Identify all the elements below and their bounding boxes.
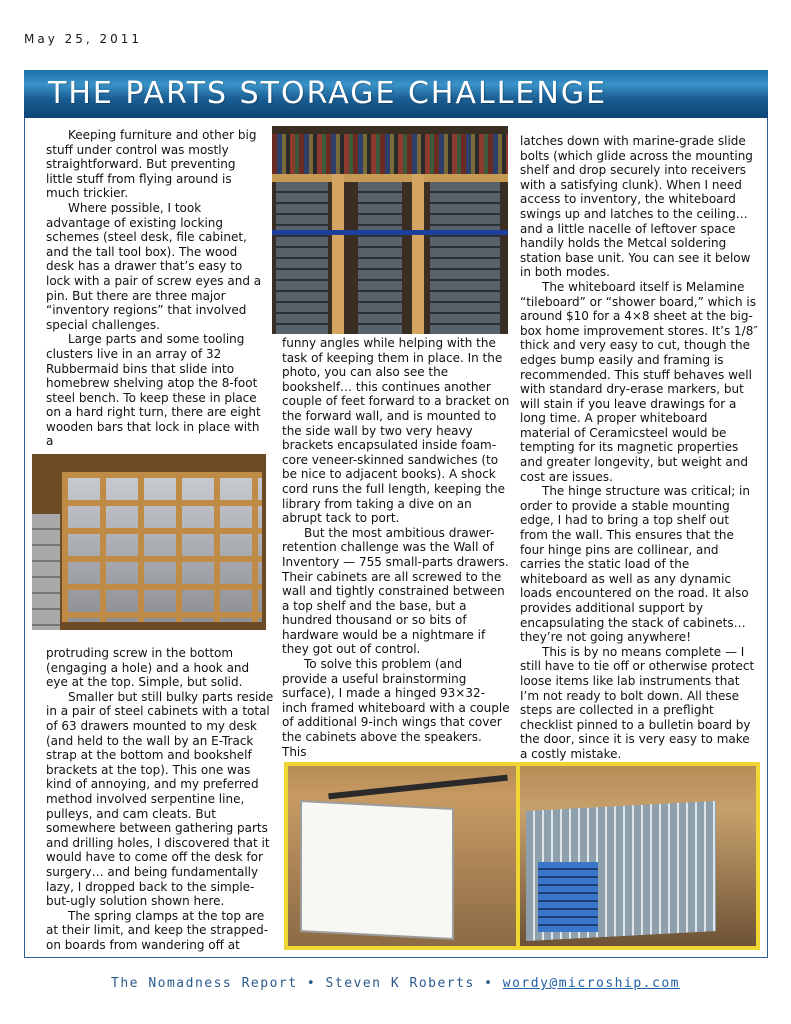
photo-whiteboard-down	[288, 766, 516, 946]
photo-detail-strap	[272, 230, 508, 235]
photo-whiteboard-up	[520, 766, 756, 946]
paragraph: Large parts and some tooling clusters live in an array of 32 Rubbermaid bins that slide into homebrew shelving atop the 8-foot steel bench. To keep these in place on a hard right turn, there are eight wooden bars that lock in place with a	[46, 332, 261, 449]
paragraph: The spring clamps at the top are at their limit, and keep the strapped-on boards from wandering off at	[46, 908, 269, 952]
paragraph: But the most ambitious drawer-retention challenge was the Wall of Inventory — 755 small-parts drawers. Their cabinets are all screwed to the wall and tightly constrained between a top shelf and the base, but a hundred thousand or so bits of hardware would be a nightmare if they got out of control.	[282, 525, 509, 657]
column-1-top	[46, 128, 264, 449]
photo-detail-whiteboard	[302, 802, 452, 938]
paragraph: latches down with marine-grade slide bolts (which glide across the mounting shelf and drop securely into receivers with a satisfying clunk). When I need access to inventory, the whiteboard swings up and latches to the ceiling… and a little nacelle of leftover space handily holds the Metcal soldering station base unit. You can see it below in both modes.	[520, 134, 753, 280]
author-name: Steven K Roberts	[325, 976, 475, 991]
column-3	[520, 134, 758, 762]
photo-detail-books	[272, 134, 508, 174]
paragraph: protruding screw in the bottom (engaging a hole) and a hook and eye at the top. Simple, but solid.	[46, 646, 250, 690]
footer-separator: •	[484, 976, 494, 991]
photo-detail-wood-bar	[332, 174, 344, 334]
paragraph: The hinge structure was critical; in order to provide a stable mounting edge, I had to bring a top shelf out from the wall. This ensures that the four hinge pins are collinear, and carries the static load of the whiteboard as well as any dynamic loads encountered on the road. It also provides additional support by encapsulating the stack of cabinets… they’re not going anywhere!	[520, 484, 750, 645]
photo-detail-bar	[328, 775, 508, 800]
footer-separator: •	[306, 976, 317, 991]
column-2	[282, 336, 510, 759]
photo-detail-wood-bar	[412, 174, 424, 334]
photo-rubbermaid-bins-shelf	[32, 454, 266, 630]
publication-name: The Nomadness Report	[111, 976, 298, 991]
page-footer	[0, 976, 791, 991]
paragraph: funny angles while helping with the task of keeping them in place. In the photo, you can also see the bookshelf… this continues another couple of feet forward to a bracket on the forward wall, and is mounted to the side wall by two very heavy brackets encapsulated inside foam-core veneer-skinned sandwiches (to be nice to adjacent books). A shock cord runs the full length, keeping the library from taking a dive on an abrupt tack to port.	[282, 336, 510, 526]
paragraph: Smaller but still bulky parts reside in a pair of steel cabinets with a total of 63 drawers mounted to my desk (and held to the wall by an E-Track strap at the bottom and bookshelf brackets at the top). This one was kind of annoying, and my preferred method involved serpentine line, pulleys, and cam cleats. But somewhere between gathering parts and drilling holes, I discovered that it would have to come off the desk for surgery… and being fundamentally lazy, I dropped back to the simple-but-ugly solution shown here.	[46, 689, 274, 909]
photo-detail-shelf	[272, 174, 508, 182]
photo-detail-blue-drawers	[538, 862, 598, 932]
photo-steel-drawer-cabinets	[272, 126, 508, 334]
photo-detail-bin-grid	[62, 472, 262, 622]
paragraph: To solve this problem (and provide a useful brainstorming surface), I made a hinged 93×32-inch framed whiteboard with a couple of additional 9-inch wings that cover the cabinets above the speakers. This	[282, 657, 510, 759]
title-banner	[24, 70, 768, 118]
paragraph: The whiteboard itself is Melamine “tileboard” or “shower board,” which is around $10 for a 4×8 sheet at the big-box home improvement stores. It’s 1/8″ thick and very easy to cut, though the edges bump easily and framing is recommended. This stuff behaves well with standard dry-erase markers, but will stain if you leave drawings for a long time. A proper whiteboard material of Ceramicsteel would be tempting for its magnetic properties and greater longevity, but weight and cost are issues.	[520, 279, 758, 484]
paragraph: Where possible, I took advantage of existing locking schemes (steel desk, file cabinet, and the tall tool box). The wood desk has a drawer that’s easy to lock with a pair of screw eyes and a pin. But there are three major “inventory regions” that involved special challenges.	[46, 200, 262, 332]
issue-date: May 25, 2011	[24, 32, 143, 46]
photo-detail-cabinet	[276, 182, 328, 334]
paragraph: This is by no means complete — I still have to tie off or otherwise protect loose items like lab instruments that I’m not ready to bolt down. All these steps are collected in a preflight checklist pinned to a bulletin board by the door, since it is very easy to make a costly mistake.	[520, 644, 755, 761]
photo-detail-cabinet	[430, 182, 500, 334]
paragraph: Keeping furniture and other big stuff under control was mostly straightforward. But preventing little stuff from flying around is much trickier.	[46, 128, 257, 201]
photo-detail-cabinet-side	[32, 514, 60, 630]
article-title: THE PARTS STORAGE CHALLENGE	[48, 76, 608, 111]
photo-detail-cabinet	[358, 182, 402, 334]
author-email-link[interactable]: wordy@microship.com	[502, 976, 680, 991]
photo-pair-whiteboard-modes	[284, 762, 760, 950]
column-1-bottom	[46, 646, 274, 952]
